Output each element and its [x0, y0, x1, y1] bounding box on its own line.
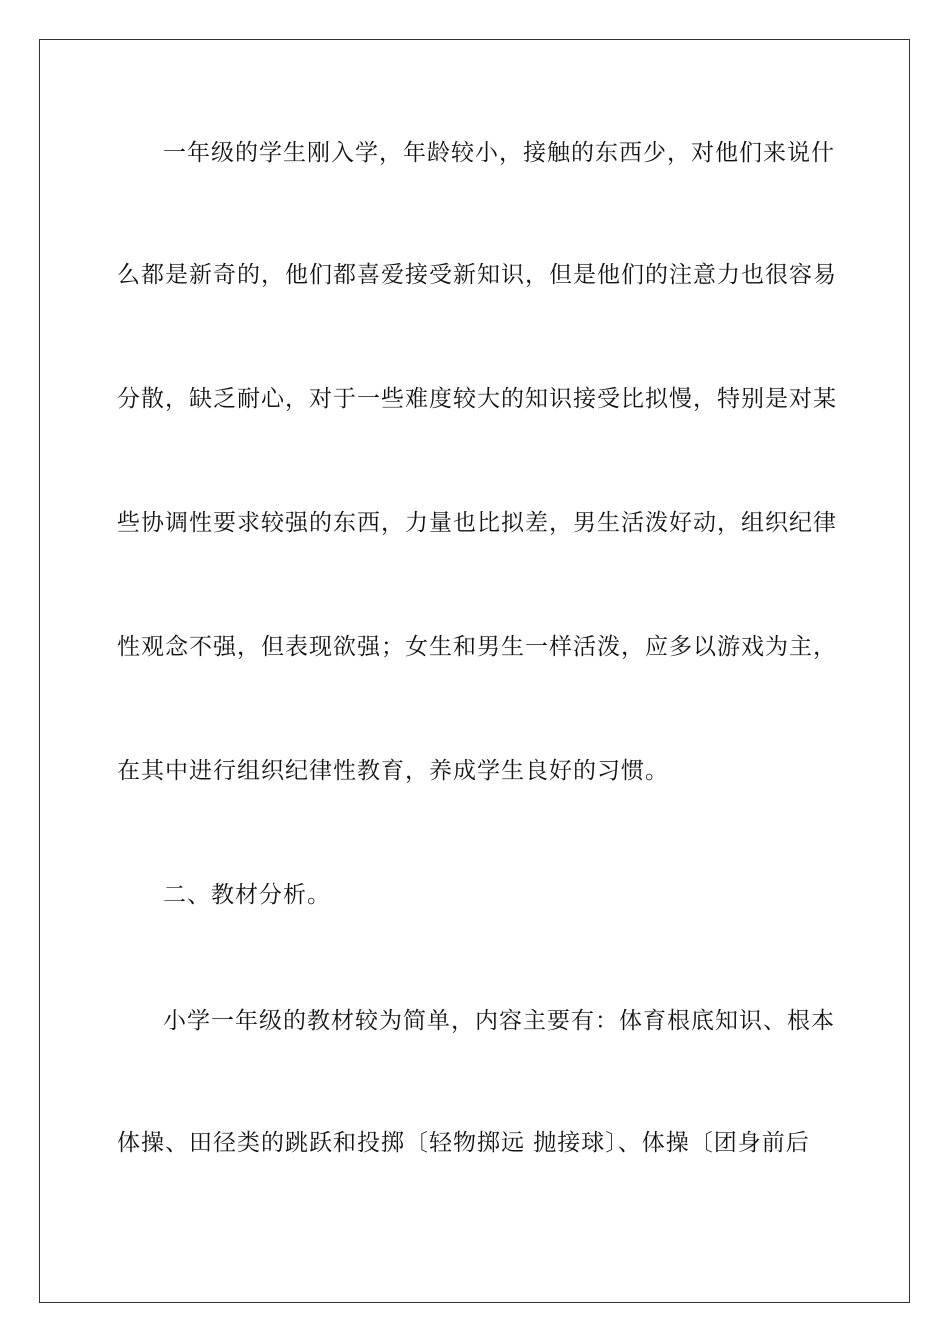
section-heading: 二、教材分析。: [163, 882, 331, 908]
paragraph-line-5: 性观念不强，但表现欲强；女生和男生一样活泼，应多以游戏为主，: [117, 634, 837, 660]
paragraph-line-3: 分散，缺乏耐心，对于一些难度较大的知识接受比拟慢，特别是对某: [117, 386, 837, 412]
paragraph-line-8: 体操、田径类的跳跃和投掷〔轻物掷远 抛接球〕、体操〔团身前后: [117, 1130, 810, 1156]
paragraph-line-4: 些协调性要求较强的东西，力量也比拟差，男生活泼好动，组织纪律: [117, 510, 837, 536]
paragraph-line-2: 么都是新奇的，他们都喜爱接受新知识，但是他们的注意力也很容易: [117, 262, 837, 288]
paragraph-line-6: 在其中进行组织纪律性教育，养成学生良好的习惯。: [117, 758, 669, 784]
paragraph-line-7: 小学一年级的教材较为简单，内容主要有：体育根底知识、根本: [163, 1008, 835, 1034]
paragraph-line-1: 一年级的学生刚入学，年龄较小，接触的东西少，对他们来说什: [163, 140, 835, 166]
page-border: [39, 39, 910, 1303]
